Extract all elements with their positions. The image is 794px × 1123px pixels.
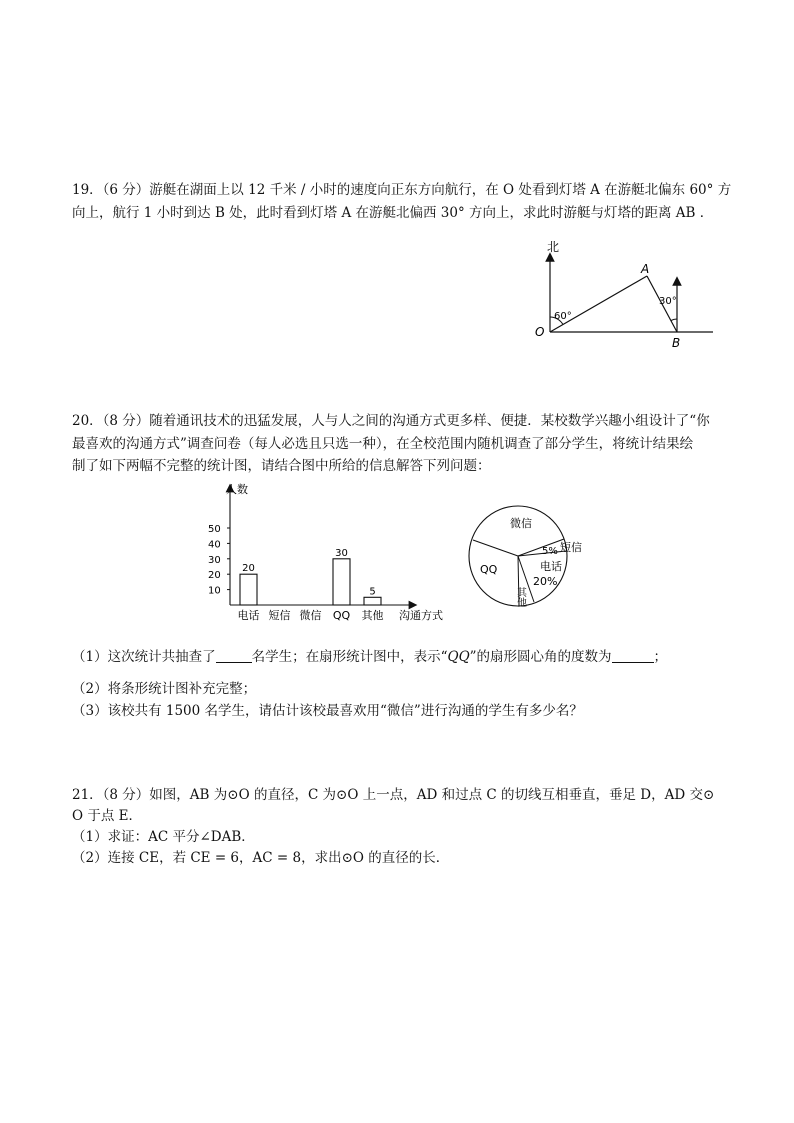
- q20-line3: 制了如下两幅不完整的统计图，请结合图中所给的信息解答下列问题：: [72, 458, 491, 474]
- bar-chart: [195, 480, 455, 625]
- y-tick-label: 20: [208, 570, 221, 582]
- x-axis-label: 沟通方式: [399, 609, 443, 622]
- y-tick-label: 50: [208, 524, 221, 535]
- point-o-label: O: [535, 325, 545, 339]
- q20-sub1-text-a: （1）这次统计共抽查了: [72, 649, 216, 665]
- pie-label-qq: QQ: [480, 563, 498, 576]
- q20-sub1-text-c: ”的扇形圆心角的度数为: [469, 649, 612, 665]
- north-label: 北: [547, 240, 560, 254]
- answer-blank-angle[interactable]: [612, 648, 654, 663]
- answer-blank-count[interactable]: [216, 648, 252, 663]
- q19-line1: 19．（6 分）游艇在湖面上以 12 千米 / 小时的速度向正东方向航行，在 O 处看到灯塔 A 在游艇北偏东 60° 方: [72, 182, 732, 198]
- y-axis-label: 人数: [226, 483, 248, 496]
- y-tick-label: 40: [208, 539, 221, 551]
- x-tick-label: 其他: [361, 609, 384, 622]
- pie-chart: [462, 503, 592, 613]
- pie-label-duanxin: 短信: [560, 541, 582, 554]
- q20-sub1-text-b: 名学生；在扇形统计图中，表示“: [251, 649, 448, 665]
- pie-label-qita: 其他: [514, 587, 526, 607]
- angle-b-label: 30°: [659, 296, 677, 307]
- bar-data-label: 20: [242, 563, 255, 575]
- y-tick-label: 10: [208, 585, 221, 597]
- bar: [333, 559, 350, 605]
- segment-oa: [550, 276, 647, 332]
- x-tick-label: 短信: [268, 609, 291, 622]
- q20-line2: 最喜欢的沟通方式”调查问卷（每人必选且只选一种），在全校范围内随机调查了部分学生，将统计结果绘: [72, 436, 694, 452]
- pie-label-dianhua-pct: 20%: [533, 575, 558, 588]
- angle-o-label: 60°: [554, 311, 572, 322]
- x-tick-label: 电话: [237, 609, 260, 622]
- q21-sub1: （1）求证：AC 平分∠DAB．: [72, 829, 255, 845]
- x-tick-label: 微信: [299, 609, 322, 622]
- pie-divider-weixin-qq: [473, 540, 518, 556]
- bar: [240, 574, 257, 605]
- pie-label-duanxin-pct: 5%: [542, 546, 558, 557]
- q19-figure: [525, 235, 725, 350]
- y-tick-label: 30: [208, 554, 221, 566]
- q19-line2: 向上，航行 1 小时到达 B 处，此时看到灯塔 A 在游艇北偏西 30° 方向上，求此时游艇与灯塔的距离 AB ．: [72, 205, 714, 221]
- bar-data-label: 5: [369, 586, 376, 598]
- q20-sub1: [72, 647, 667, 667]
- bar-data-label: 30: [335, 547, 348, 559]
- pie-label-weixin: 微信: [510, 517, 532, 530]
- q20-sub3: （3）该校共有 1500 名学生，请估计该校最喜欢用“微信”进行沟通的学生有多少名？: [72, 703, 583, 719]
- q21-line1: 21．（8 分）如图，AB 为⊙O 的直径，C 为⊙O 上一点，AD 和过点 C 的切线互相垂直，垂足 D，AD 交⊙: [72, 787, 715, 803]
- pie-label-dianhua: 电话: [540, 560, 562, 573]
- q20-sub1-qq: QQ: [447, 649, 470, 665]
- point-b-label: B: [672, 336, 681, 350]
- q20-sub2: （2）将条形统计图补充完整；: [72, 681, 257, 697]
- point-a-label: A: [641, 262, 650, 276]
- bar: [364, 597, 381, 605]
- angle-arc-b: [671, 319, 677, 321]
- q20-line1: 20．（8 分）随着通讯技术的迅猛发展，人与人之间的沟通方式更多样、便捷．某校数学兴趣小组设计了“你: [72, 413, 710, 429]
- q21-line2: O 于点 E．: [72, 808, 143, 824]
- q21-sub2: （2）连接 CE，若 CE = 6，AC = 8，求出⊙O 的直径的长．: [72, 850, 450, 866]
- x-tick-label: QQ: [332, 609, 351, 622]
- q20-sub1-text-d: ；: [653, 649, 668, 665]
